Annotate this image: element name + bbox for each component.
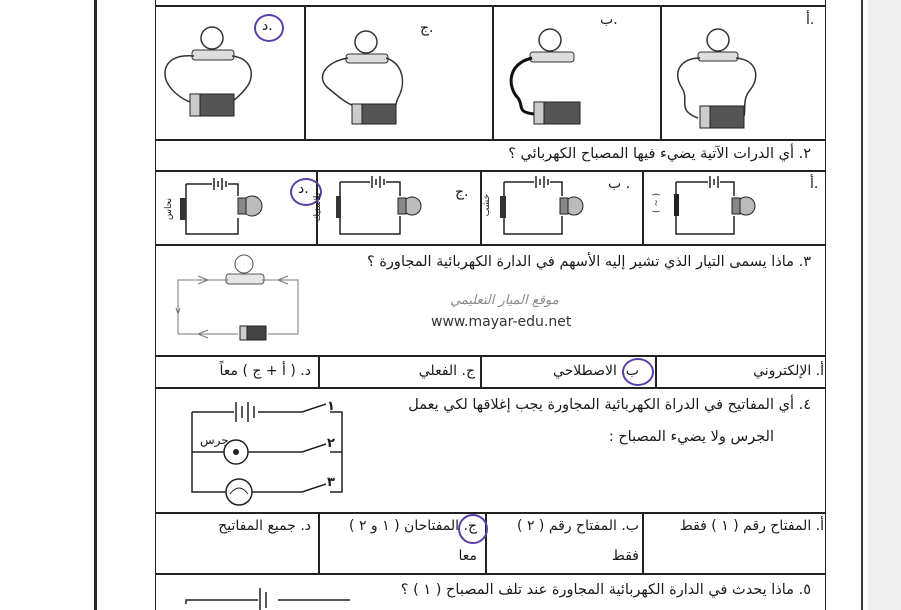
switch-1-number: ١ [327, 399, 335, 414]
q3-answer-c: ج. الفعلي [418, 363, 475, 379]
row-divider [155, 170, 826, 172]
q4-answer-d: د. جميع المفاتيح [218, 518, 311, 534]
page-shadow [868, 0, 901, 610]
col-divider [318, 512, 320, 573]
q2-material-c: بلاستيك [313, 192, 324, 222]
col-divider [480, 355, 482, 387]
q1-circuit-c [314, 18, 424, 136]
q4-answer-c-cont: معا [458, 548, 477, 564]
q2-circuit-b [490, 174, 600, 242]
q1-circuit-a [670, 18, 770, 136]
q2-material-b: خشب [482, 193, 493, 217]
row-divider [155, 387, 826, 389]
col-divider [318, 355, 320, 387]
row-divider [155, 512, 826, 514]
q1-option-a-label: أ. [806, 12, 815, 28]
watermark-arabic: موقع الميار التعليمي [450, 293, 559, 308]
row-divider [155, 139, 826, 141]
q2-material-a: ( ~ ) [652, 192, 663, 214]
q2-option-d-label: د. [298, 181, 309, 197]
q1-circuit-d [160, 18, 260, 136]
col-divider [304, 5, 306, 139]
q3-answer-d: د. ( أ + ج ) معاً [219, 363, 311, 379]
switch-3-number: ٣ [327, 475, 335, 490]
q2-circuit-c [330, 174, 440, 242]
switch-2-number: ٢ [327, 436, 335, 451]
q2-question-text: ٢. أي الدرات الآتية يضيء فيها المصباح الكهربائي ؟ [508, 146, 811, 162]
bell-label: جرس [200, 433, 229, 447]
q2-circuit-d [176, 174, 286, 242]
q3-answer-a: أ. الإلكتروني [753, 363, 824, 379]
q4-question-text-line2: الجرس ولا يضيء المصباح : [608, 429, 774, 445]
row-divider [155, 244, 826, 246]
page-left-edge [94, 0, 97, 610]
q3-question-text: ٣. ماذا يسمى التيار الذي تشير إليه الأسهم في الدارة الكهربائية المجاورة ؟ [367, 254, 811, 270]
selected-answer-circle [622, 358, 654, 386]
selected-answer-circle [458, 514, 488, 544]
page-right-edge [861, 0, 863, 610]
q4-question-text-line1: ٤. أي المفاتيح في الدراة الكهربائية المجاورة يجب إغلاقها لكي يعمل [408, 397, 811, 413]
col-divider [655, 355, 657, 387]
col-divider [660, 5, 662, 139]
row-divider [155, 5, 826, 7]
q2-option-a-label: أ. [810, 176, 819, 192]
q5-question-text: ٥. ماذا يحدث في الدارة الكهربائية المجاورة عند تلف المصباح ( ١ ) ؟ [400, 582, 811, 598]
col-divider [492, 5, 494, 139]
q1-option-c-label: ج. [420, 20, 434, 36]
q2-circuit-a [662, 174, 772, 242]
q1-option-d-label: د. [262, 18, 273, 34]
col-divider [642, 170, 644, 244]
q4-answer-b-cont: فقط [611, 548, 639, 564]
q3-circuit-diagram [168, 252, 318, 348]
row-divider [155, 355, 826, 357]
q4-answer-c: ج. المفتاحان ( ١ و ٢ ) [349, 518, 477, 534]
col-divider [642, 512, 644, 573]
q3-answer-b: ب. الاصطلاحي [552, 363, 639, 379]
q5-circuit-diagram [180, 582, 360, 610]
q1-circuit-b [498, 18, 608, 136]
row-divider [155, 573, 826, 575]
q4-answer-b: ب. المفتاح رقم ( ٢ ) [517, 518, 639, 534]
q4-answer-a: أ. المفتاح رقم ( ١ ) فقط [679, 518, 824, 534]
q2-material-d: نحاس [164, 197, 175, 221]
q2-option-c-label: ج. [455, 184, 469, 200]
q1-option-b-label: ب. [600, 12, 618, 28]
q2-option-b-label: ب . [608, 176, 631, 192]
watermark-url: www.mayar-edu.net [431, 314, 572, 330]
